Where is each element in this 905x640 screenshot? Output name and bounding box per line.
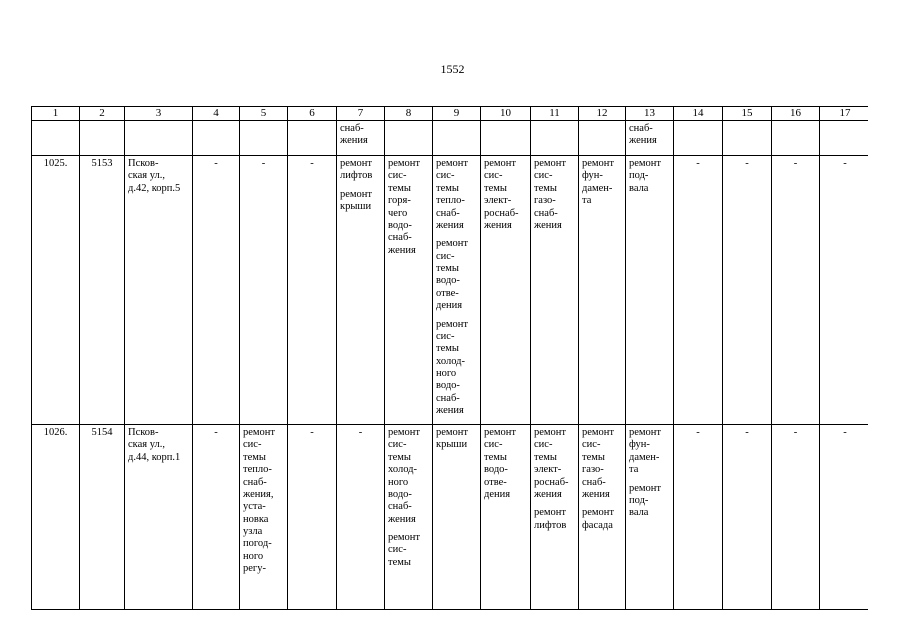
work-item: ремонт сис- темы xyxy=(388,532,421,568)
row-number-cell: 1025. xyxy=(32,156,80,425)
work-item: ремонт лифтов xyxy=(534,507,567,531)
cell-col-3 xyxy=(125,121,193,156)
work-item: ремонт сис- темы холод- ного водо- снаб- жения xyxy=(388,427,421,525)
work-cell-col-5 xyxy=(240,425,288,610)
work-item: ремонт фун- дамен- та xyxy=(582,158,615,207)
column-number-cell: 3 xyxy=(125,107,193,121)
table-row xyxy=(32,425,869,610)
address-cell xyxy=(125,156,193,425)
work-cell-col-9 xyxy=(433,425,481,610)
cell-col-6 xyxy=(288,121,337,156)
cell-col-10 xyxy=(481,121,531,156)
column-number-cell: 16 xyxy=(772,107,820,121)
work-item: ремонт сис- темы газо- снаб- жения xyxy=(582,427,615,500)
page-number: 1552 xyxy=(440,62,465,76)
work-item: ремонт фун- дамен- та xyxy=(629,427,662,476)
address-cell xyxy=(125,425,193,610)
cell-col-2 xyxy=(80,121,125,156)
work-item: ремонт сис- темы газо- снаб- жения xyxy=(534,158,567,231)
work-cell-col-15: - xyxy=(723,156,772,425)
row-code-cell: 5154 xyxy=(80,425,125,610)
cell-col-11 xyxy=(531,121,579,156)
work-item: ремонт сис- темы тепло- снаб- жения xyxy=(436,158,469,231)
repair-schedule-table xyxy=(31,106,868,610)
work-item: ремонт сис- темы горя- чего водо- снаб- жения xyxy=(388,158,421,256)
column-number-cell: 13 xyxy=(626,107,674,121)
column-number-row xyxy=(32,107,869,121)
column-number-cell: 4 xyxy=(193,107,240,121)
row-code-cell: 5153 xyxy=(80,156,125,425)
column-number-cell: 15 xyxy=(723,107,772,121)
repair-schedule-table-wrap xyxy=(31,106,868,640)
work-item: ремонт сис- темы элект- роснаб- жения xyxy=(484,158,519,231)
work-item: ремонт сис- темы водо- отве- дения xyxy=(484,427,517,500)
work-item: ремонт крыши xyxy=(340,188,373,213)
work-cell-col-12 xyxy=(579,425,626,610)
work-cell-col-10 xyxy=(481,425,531,610)
work-cell-col-8 xyxy=(385,425,433,610)
work-item: ремонт фасада xyxy=(582,507,615,531)
work-item: ремонт под- вала xyxy=(629,158,662,194)
column-number-cell: 9 xyxy=(433,107,481,121)
work-cell-col-16: - xyxy=(772,425,820,610)
table-row xyxy=(32,156,869,425)
work-cell-col-11 xyxy=(531,156,579,425)
work-cell-col-14: - xyxy=(674,425,723,610)
cell-col-5 xyxy=(240,121,288,156)
work-item: ремонт сис- темы элект- роснаб- жения xyxy=(534,427,569,500)
column-number-cell: 10 xyxy=(481,107,531,121)
work-cell-col-5: - xyxy=(240,156,288,425)
column-number-cell: 1 xyxy=(32,107,80,121)
cell-col-1 xyxy=(32,121,80,156)
column-number-cell: 5 xyxy=(240,107,288,121)
column-number-cell: 2 xyxy=(80,107,125,121)
work-cell-col-17: - xyxy=(820,156,869,425)
work-item: ремонт сис- темы водо- отве- дения xyxy=(436,238,469,312)
work-item: ремонт лифтов xyxy=(340,158,373,182)
column-number-cell: 6 xyxy=(288,107,337,121)
work-cell-col-13 xyxy=(626,156,674,425)
cell-col-17 xyxy=(820,121,869,156)
continuation-text: снаб- жения xyxy=(340,123,368,147)
work-cell-col-6: - xyxy=(288,425,337,610)
cell-col-9 xyxy=(433,121,481,156)
work-cell-col-16: - xyxy=(772,156,820,425)
cell-col-12 xyxy=(579,121,626,156)
column-number-cell: 12 xyxy=(579,107,626,121)
cell-col-15 xyxy=(723,121,772,156)
work-cell-col-7: - xyxy=(337,425,385,610)
column-number-cell: 14 xyxy=(674,107,723,121)
work-item: ремонт под- вала xyxy=(629,482,662,519)
column-number-cell: 17 xyxy=(820,107,869,121)
work-item: ремонт сис- темы холод- ного водо- снаб- жения xyxy=(436,318,469,417)
cell-col-4 xyxy=(193,121,240,156)
work-cell-col-13 xyxy=(626,425,674,610)
column-number-cell: 7 xyxy=(337,107,385,121)
cell-col-7 xyxy=(337,121,385,156)
continuation-row xyxy=(32,121,869,156)
cell-col-14 xyxy=(674,121,723,156)
address-text: Псков- ская ул., д.44, корп.1 xyxy=(128,427,181,463)
work-cell-col-9 xyxy=(433,156,481,425)
work-cell-col-12 xyxy=(579,156,626,425)
work-cell-col-4: - xyxy=(193,425,240,610)
work-item: ремонт сис- темы тепло- снаб- жения, уста- новка узла погод- ного регу- xyxy=(243,427,276,575)
cell-col-8 xyxy=(385,121,433,156)
work-item: ремонт крыши xyxy=(436,427,469,451)
work-cell-col-8 xyxy=(385,156,433,425)
work-cell-col-7 xyxy=(337,156,385,425)
column-number-cell: 8 xyxy=(385,107,433,121)
work-cell-col-6: - xyxy=(288,156,337,425)
continuation-text: снаб- жения xyxy=(629,123,657,147)
cell-col-13 xyxy=(626,121,674,156)
cell-col-16 xyxy=(772,121,820,156)
column-number-cell: 11 xyxy=(531,107,579,121)
address-text: Псков- ская ул., д.42, корп.5 xyxy=(128,158,181,194)
work-cell-col-10 xyxy=(481,156,531,425)
work-cell-col-15: - xyxy=(723,425,772,610)
work-cell-col-4: - xyxy=(193,156,240,425)
row-number-cell: 1026. xyxy=(32,425,80,610)
work-cell-col-17: - xyxy=(820,425,869,610)
work-cell-col-11 xyxy=(531,425,579,610)
work-cell-col-14: - xyxy=(674,156,723,425)
